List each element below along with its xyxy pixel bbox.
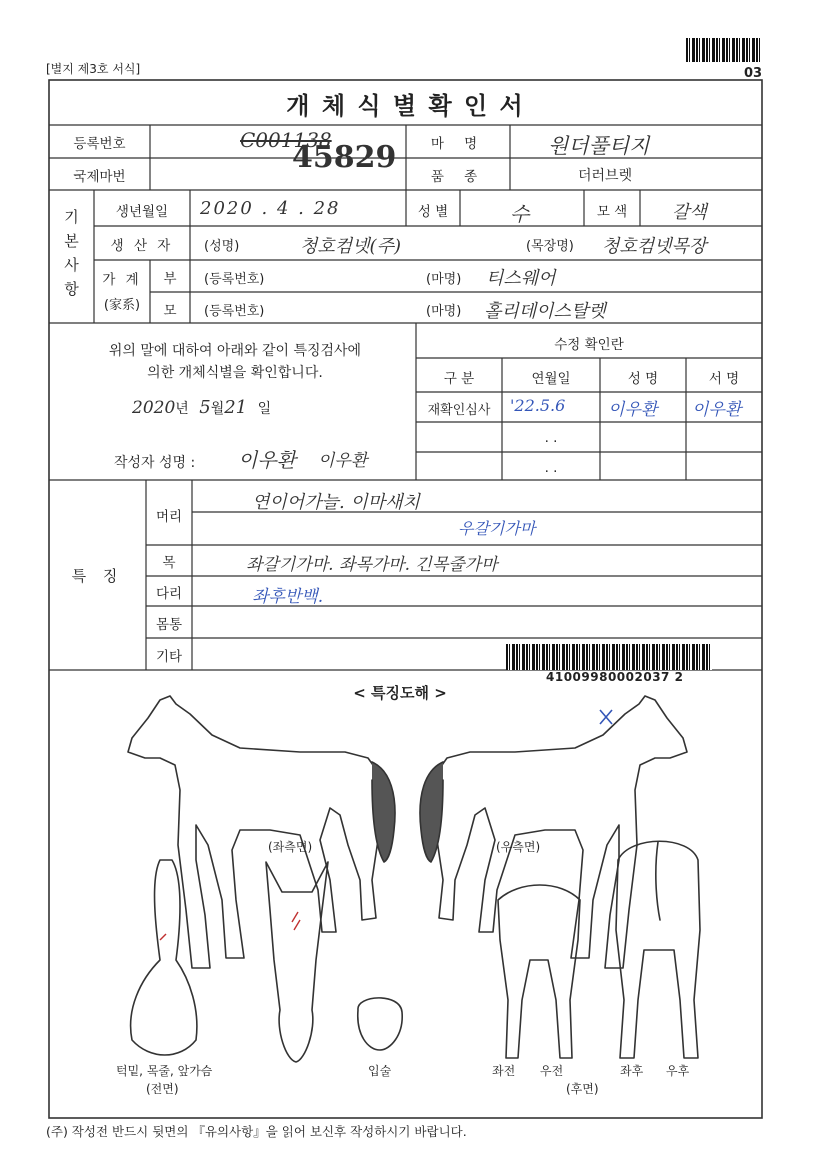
features-section-label: 특 징 [71, 567, 124, 585]
family-hanja: (家系) [103, 298, 141, 313]
reg-no-struck: C001138 [240, 128, 332, 152]
horse-right-tail-drawing [420, 762, 443, 862]
revision-header-sign: 서 명 [708, 371, 740, 387]
label-lip: 입술 [368, 1064, 392, 1078]
breeder-label: 생 산 자 [110, 238, 174, 254]
birth-value: 2020 . 4 . 28 [200, 198, 341, 219]
revision-row1-date: '22.5.6 [510, 396, 566, 415]
intl-no-label: 국제마번 [73, 169, 126, 185]
date-month-unit: 월 [210, 401, 225, 417]
revision-row1-name: 이우환 [608, 400, 658, 420]
feature-label-body: 몸통 [155, 617, 183, 633]
horse-left-side-drawing [128, 696, 385, 968]
horse-front-legs-drawing [498, 885, 580, 1058]
label-left-side: (좌측면) [268, 840, 313, 854]
document-title: 개 체 식 별 확 인 서 [286, 92, 525, 120]
breed-value: 더러브렛 [578, 168, 633, 184]
revision-row2-date: . . [544, 430, 558, 446]
statement-line-1: 위의 말에 대하여 아래와 같이 특징검사에 [108, 343, 362, 359]
basic-char-4: 항 [64, 280, 79, 298]
date-year: 2020 [132, 398, 176, 418]
feature-label-head: 머리 [155, 509, 183, 525]
writer-name: 이우환 [238, 448, 296, 472]
breed-label: 품 종 [430, 169, 486, 185]
label-front: (전면) [146, 1082, 179, 1096]
date-day: 21 [224, 397, 248, 418]
sex-label: 성 별 [417, 204, 449, 220]
date-day-unit: 일 [257, 401, 272, 417]
writer-signature: 이우환 [318, 451, 368, 471]
farm-value: 청호컴넷목장 [602, 236, 707, 257]
horse-throat-drawing [131, 860, 197, 1055]
sire-label: 부 [163, 271, 177, 287]
horse-rear-tail-drawing [656, 842, 660, 920]
breeder-name-label: (성명) [204, 239, 240, 254]
dam-name-label: (마명) [426, 304, 462, 319]
horse-right-side-drawing [430, 696, 687, 968]
basic-char-2: 본 [64, 232, 79, 250]
feature-label-other: 기타 [155, 649, 183, 665]
dam-label: 모 [163, 303, 177, 319]
farm-label: (목장명) [526, 239, 574, 254]
reg-no-label: 등록번호 [73, 136, 126, 152]
revision-header-name: 성 명 [627, 371, 659, 387]
color-value: 갈색 [672, 202, 707, 223]
feature-label-neck: 목 [162, 555, 176, 571]
horse-name-label: 마 명 [430, 136, 486, 152]
statement-line-2: 의한 개체식별을 확인합니다. [147, 365, 323, 381]
label-front-caption: 턱밑, 목줄, 앞가슴 [116, 1064, 213, 1078]
color-label: 모 색 [596, 204, 628, 220]
breeder-name-value: 청호컴넷(주) [300, 236, 401, 257]
page-code: 03 [744, 66, 763, 81]
horse-rear-drawing [616, 841, 700, 1058]
revision-row1-type: 재확인심사 [427, 403, 491, 418]
writer-label: 작성자 성명 : [114, 455, 196, 471]
label-left-fore: 좌전 [492, 1064, 516, 1078]
date-year-unit: 년 [175, 401, 189, 417]
feature-label-legs: 다리 [155, 586, 183, 602]
feature-value-head: 연이어가늘. 이마새치 [252, 492, 420, 513]
revision-title: 수정 확인란 [554, 337, 624, 353]
feature-value-neck: 좌갈기가마. 좌목가마. 긴목줄가마 [246, 555, 498, 575]
family-label: 가 계 [102, 272, 142, 288]
basic-char-1: 기 [64, 208, 79, 226]
revision-header-date: 연월일 [531, 371, 571, 387]
revision-row1-sign: 이우환 [692, 400, 742, 420]
id-barcode-number: 41009980002037 2 [546, 670, 684, 684]
marking-red [160, 912, 300, 940]
diagram-title: < 특징도해 > [353, 684, 447, 702]
dam-reg-label: (등록번호) [204, 304, 265, 319]
label-rear: (후면) [566, 1082, 599, 1096]
feature-neck-added: 우갈기가마 [458, 519, 536, 538]
marking-cross-blue [600, 710, 612, 724]
form-number: [별지 제3호 서식] [46, 62, 141, 76]
horse-left-tail-drawing [372, 762, 395, 862]
label-left-hind: 좌후 [620, 1064, 644, 1078]
sex-value: 수 [510, 202, 530, 226]
revision-row3-date: . . [544, 460, 558, 476]
footer-note: (주) 작성전 반드시 뒷면의 『유의사항』을 읽어 보신후 작성하시기 바랍니다. [46, 1124, 467, 1139]
sire-name-value: 티스웨어 [486, 268, 556, 289]
label-right-hind: 우후 [666, 1064, 690, 1078]
dam-name-value: 홀리데이스탈렛 [484, 301, 606, 322]
birth-label: 생년월일 [115, 204, 169, 220]
reg-no-value: 45829 [292, 140, 397, 175]
basic-char-3: 사 [64, 256, 79, 274]
sire-reg-label: (등록번호) [204, 272, 265, 287]
sire-name-label: (마명) [426, 272, 462, 287]
feature-value-legs: 좌후반백. [252, 587, 324, 607]
date-month: 5 [199, 397, 211, 418]
label-right-side: (우측면) [496, 840, 541, 854]
horse-muzzle-drawing [358, 998, 402, 1050]
label-right-fore: 우전 [540, 1064, 564, 1078]
revision-header-type: 구 분 [443, 371, 475, 387]
horse-name-value: 원더풀티지 [548, 134, 650, 158]
